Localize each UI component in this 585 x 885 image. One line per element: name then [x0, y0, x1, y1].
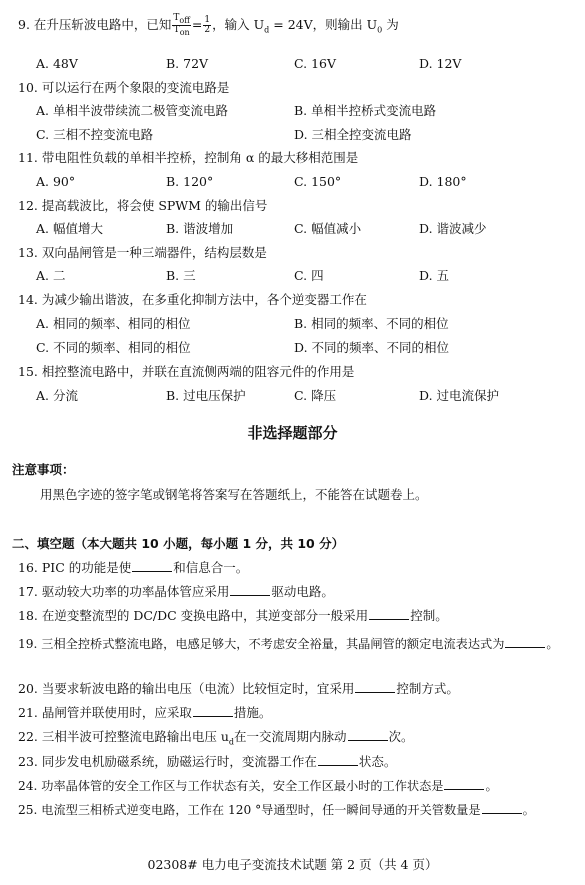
q15-option-c: C. 降压 [294, 388, 337, 403]
q14-option-a: A. 相同的频率、相同的相位 [36, 316, 191, 331]
q14-option-b: B. 相同的频率、不同的相位 [294, 316, 449, 331]
question-17: 17. 驱动较大功率的功率晶体管应采用 驱动电路。 [18, 584, 334, 599]
q9-option-c: C. 16V [294, 56, 336, 71]
question-20: 20. 当要求斩波电路的输出电压（电流）比较恒定时，宜采用 控制方式。 [18, 681, 459, 696]
fraction-t-off-t-on: $\frac{\text{Toff}}{\text{Ton}}$ [173, 13, 190, 37]
q13-option-d: D. 五 [419, 268, 450, 283]
q10-option-d: D. 三相全控变流电路 [294, 127, 412, 142]
q11-option-d: D. 180° [419, 174, 467, 189]
part-two-title: 二、填空题（本大题共 10 小题，每小题 1 分，共 10 分） [12, 536, 345, 551]
question-11: 11. 带电阻性负载的单相半控桥，控制角 α 的最大移相范围是 [18, 150, 359, 165]
answer-blank [318, 754, 358, 766]
page-footer: 02308# 电力电子变流技术试题 第 2 页（共 4 页） [147, 857, 438, 872]
question-19: 19. 三相全控桥式整流电路，电感足够大，不考虑安全裕量，其晶闸管的额定电流表达式为 。 [18, 637, 559, 651]
question-24: 24. 功率晶体管的安全工作区与工作状态有关，安全工作区最小时的工作状态是 。 [18, 779, 498, 793]
q11-option-c: C. 150° [294, 174, 342, 189]
answer-blank [132, 560, 172, 572]
q13-option-c: C. 四 [294, 268, 324, 283]
q12-option-b: B. 谐波增加 [166, 221, 234, 236]
q10-option-c: C. 三相不控变流电路 [36, 127, 154, 142]
q9-option-b: B. 72V [166, 56, 209, 71]
question-12: 12. 提高载波比，将会使 SPWM 的输出信号 [18, 198, 268, 213]
question-9: 9. 在升压斩波电路中，已知 $\frac{\text{Toff}}{\text{Ton}}$ = $\frac{1}{2}$ ，输入 $U_d = 24V$，则输出 $U_0$ 为 [18, 13, 399, 37]
q13-option-a: A. 二 [36, 268, 66, 283]
question-10: 10. 可以运行在两个象限的变流电路是 [18, 80, 230, 95]
q12-option-c: C. 幅值减小 [294, 221, 362, 236]
answer-blank [369, 608, 409, 620]
q12-option-a: A. 幅值增大 [36, 221, 103, 236]
q9-option-d: D. 12V [419, 56, 462, 71]
fraction-one-half: $\frac{1}{2}$ [204, 14, 211, 35]
answer-blank [348, 729, 388, 741]
question-13: 13. 双向晶闸管是一种三端器件，结构层数是 [18, 245, 267, 260]
answer-blank [444, 778, 484, 790]
q11-option-a: A. 90° [36, 174, 76, 189]
question-25: 25. 电流型三相桥式逆变电路，工作在 120 °导通型时，任一瞬间导通的开关管数量是 。 [18, 803, 535, 817]
q13-option-b: B. 三 [166, 268, 196, 283]
section-title: 非选择题部分 [247, 424, 338, 442]
q10-option-a: A. 单相半波带续流二极管变流电路 [36, 103, 228, 118]
q9-option-a: A. 48V [36, 56, 78, 71]
question-22: 22. 三相半波可控整流电路输出电压 $u_d$在一交流周期内脉动 次。 [18, 729, 414, 747]
question-18: 18. 在逆变整流型的 DC/DC 变换电路中，其逆变部分一般采用 控制。 [18, 608, 448, 623]
q15-option-b: B. 过电压保护 [166, 388, 246, 403]
answer-blank [505, 636, 545, 648]
q10-option-b: B. 单相半控桥式变流电路 [294, 103, 437, 118]
q11-option-b: B. 120° [166, 174, 214, 189]
answer-blank [193, 705, 233, 717]
q12-option-d: D. 谐波减少 [419, 221, 487, 236]
notice-text: 用黑色字迹的签字笔或钢笔将答案写在答题纸上，不能答在试题卷上。 [40, 487, 428, 502]
notice-title: 注意事项： [12, 462, 75, 477]
question-15: 15. 相控整流电路中，并联在直流侧两端的阻容元件的作用是 [18, 364, 355, 379]
q15-option-d: D. 过电流保护 [419, 388, 500, 403]
question-14: 14. 为减少输出谐波，在多重化抑制方法中，各个逆变器工作在 [18, 292, 367, 307]
answer-blank [482, 802, 522, 814]
question-16: 16. PIC 的功能是使 和信息合一。 [18, 560, 249, 575]
q14-option-d: D. 不同的频率、不同的相位 [294, 340, 450, 355]
answer-blank [355, 681, 395, 693]
q15-option-a: A. 分流 [36, 388, 78, 403]
q14-option-c: C. 不同的频率、相同的相位 [36, 340, 191, 355]
question-23: 23. 同步发电机励磁系统，励磁运行时，变流器工作在 状态。 [18, 754, 397, 769]
answer-blank [230, 584, 270, 596]
question-21: 21. 晶闸管并联使用时，应采取 措施。 [18, 705, 272, 720]
